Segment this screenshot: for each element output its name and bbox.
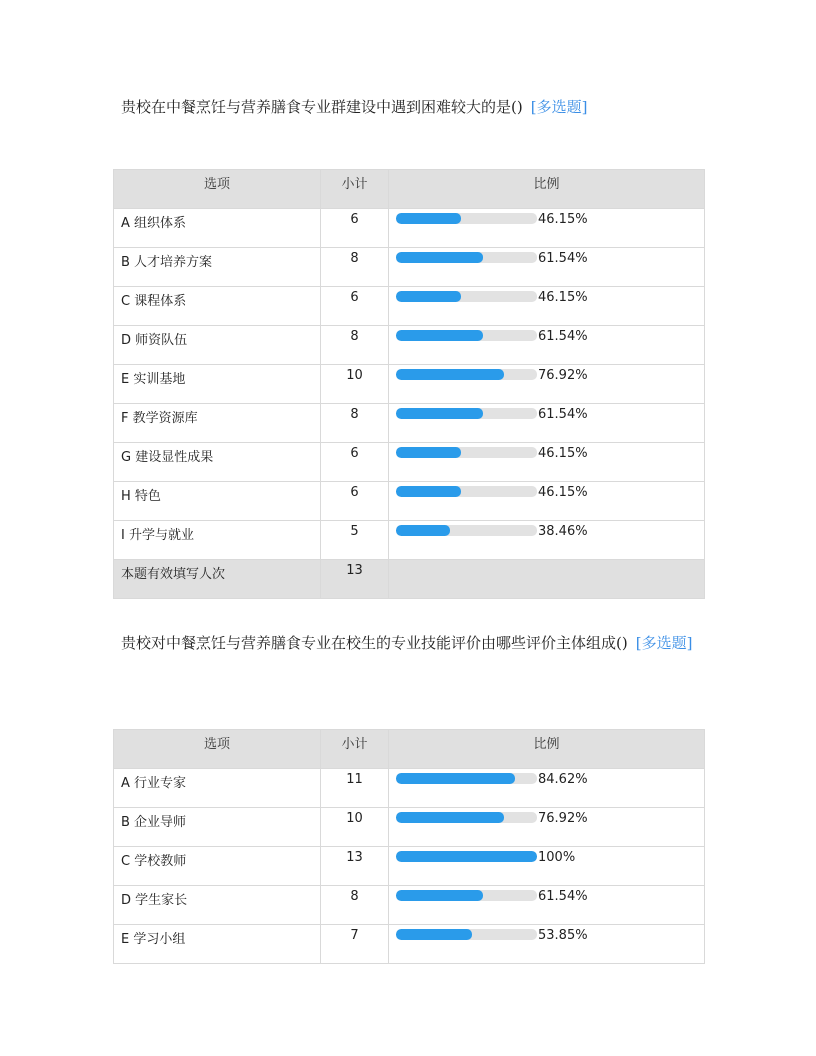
table-row <box>114 847 705 886</box>
ratio-cell <box>389 248 705 287</box>
progress-bar-fill <box>396 851 537 862</box>
progress-bar-fill <box>396 812 504 823</box>
progress-bar-fill <box>396 929 472 940</box>
option-label: B 企业导师 <box>114 808 321 847</box>
ratio-cell <box>389 521 705 560</box>
progress-bar-track <box>396 408 537 419</box>
option-label: A 行业专家 <box>114 769 321 808</box>
progress-bar-fill <box>396 525 450 536</box>
option-count: 8 <box>321 326 389 365</box>
ratio-cell <box>389 482 705 521</box>
option-label: B 人才培养方案 <box>114 248 321 287</box>
progress-bar-fill <box>396 369 504 380</box>
option-count: 5 <box>321 521 389 560</box>
summary-count: 13 <box>321 560 389 599</box>
option-label: G 建设显性成果 <box>114 443 321 482</box>
ratio-cell <box>389 847 705 886</box>
option-count: 11 <box>321 769 389 808</box>
header-option: 选项 <box>114 730 321 769</box>
table-row <box>114 808 705 847</box>
option-count: 8 <box>321 248 389 287</box>
progress-bar-fill <box>396 486 461 497</box>
progress-bar-fill <box>396 447 461 458</box>
percent-label: 46.15% <box>538 485 588 500</box>
progress-bar-track <box>396 929 537 940</box>
percent-label: 46.15% <box>538 446 588 461</box>
ratio-cell <box>389 365 705 404</box>
progress-bar-fill <box>396 330 483 341</box>
option-label: C 学校教师 <box>114 847 321 886</box>
header-count: 小计 <box>321 730 389 769</box>
option-label: D 学生家长 <box>114 886 321 925</box>
header-ratio: 比例 <box>389 730 705 769</box>
option-count: 6 <box>321 482 389 521</box>
option-label: H 特色 <box>114 482 321 521</box>
option-count: 10 <box>321 808 389 847</box>
option-count: 10 <box>321 365 389 404</box>
percent-label: 61.54% <box>538 407 588 422</box>
progress-bar-track <box>396 812 537 823</box>
ratio-cell <box>389 886 705 925</box>
percent-label: 61.54% <box>538 251 588 266</box>
option-count: 8 <box>321 404 389 443</box>
table-header <box>114 170 705 209</box>
table-row <box>114 443 705 482</box>
question-title: 贵校在中餐烹饪与营养膳食专业群建设中遇到困难较大的是() [多选题] <box>121 98 588 116</box>
ratio-cell <box>389 808 705 847</box>
option-label: E 学习小组 <box>114 925 321 964</box>
header-ratio: 比例 <box>389 170 705 209</box>
percent-label: 76.92% <box>538 368 588 383</box>
option-label: F 教学资源库 <box>114 404 321 443</box>
progress-bar-track <box>396 291 537 302</box>
progress-bar-track <box>396 369 537 380</box>
percent-label: 46.15% <box>538 212 588 227</box>
table-row <box>114 365 705 404</box>
results-table-1 <box>113 169 705 599</box>
option-label: I 升学与就业 <box>114 521 321 560</box>
option-count: 6 <box>321 443 389 482</box>
percent-label: 61.54% <box>538 889 588 904</box>
percent-label: 53.85% <box>538 928 588 943</box>
question-1 <box>121 95 711 119</box>
progress-bar-fill <box>396 408 483 419</box>
table-row <box>114 326 705 365</box>
percent-label: 84.62% <box>538 772 588 787</box>
progress-bar-fill <box>396 213 461 224</box>
ratio-cell <box>389 925 705 964</box>
progress-bar-fill <box>396 773 515 784</box>
summary-label: 本题有效填写人次 <box>114 560 321 599</box>
table-row <box>114 769 705 808</box>
table-row <box>114 482 705 521</box>
header-option: 选项 <box>114 170 321 209</box>
ratio-cell <box>389 404 705 443</box>
percent-label: 38.46% <box>538 524 588 539</box>
question-title: 贵校对中餐烹饪与营养膳食专业在校生的专业技能评价由哪些评价主体组成() [多选题] <box>121 634 693 652</box>
percent-label: 61.54% <box>538 329 588 344</box>
option-count: 6 <box>321 287 389 326</box>
percent-label: 76.92% <box>538 811 588 826</box>
table-header <box>114 730 705 769</box>
table-row <box>114 886 705 925</box>
progress-bar-track <box>396 330 537 341</box>
progress-bar-track <box>396 851 537 862</box>
progress-bar-fill <box>396 291 461 302</box>
percent-label: 46.15% <box>538 290 588 305</box>
option-count: 13 <box>321 847 389 886</box>
option-label: D 师资队伍 <box>114 326 321 365</box>
option-label: A 组织体系 <box>114 209 321 248</box>
progress-bar-track <box>396 525 537 536</box>
summary-row <box>114 560 705 599</box>
ratio-cell <box>389 769 705 808</box>
option-label: C 课程体系 <box>114 287 321 326</box>
progress-bar-track <box>396 213 537 224</box>
option-count: 6 <box>321 209 389 248</box>
multi-select-tag: [多选题] <box>635 634 693 652</box>
table-row <box>114 404 705 443</box>
ratio-cell <box>389 209 705 248</box>
ratio-cell <box>389 443 705 482</box>
question-2 <box>121 631 711 655</box>
option-label: E 实训基地 <box>114 365 321 404</box>
progress-bar-track <box>396 252 537 263</box>
table-row <box>114 248 705 287</box>
progress-bar-fill <box>396 890 483 901</box>
table-row <box>114 209 705 248</box>
summary-empty <box>389 560 705 599</box>
table-row <box>114 521 705 560</box>
table-row <box>114 925 705 964</box>
table-row <box>114 287 705 326</box>
progress-bar-fill <box>396 252 483 263</box>
results-table-2 <box>113 729 705 964</box>
percent-label: 100% <box>538 850 576 865</box>
header-count: 小计 <box>321 170 389 209</box>
progress-bar-track <box>396 447 537 458</box>
progress-bar-track <box>396 890 537 901</box>
multi-select-tag: [多选题] <box>530 98 588 116</box>
ratio-cell <box>389 326 705 365</box>
progress-bar-track <box>396 773 537 784</box>
option-count: 8 <box>321 886 389 925</box>
progress-bar-track <box>396 486 537 497</box>
ratio-cell <box>389 287 705 326</box>
option-count: 7 <box>321 925 389 964</box>
